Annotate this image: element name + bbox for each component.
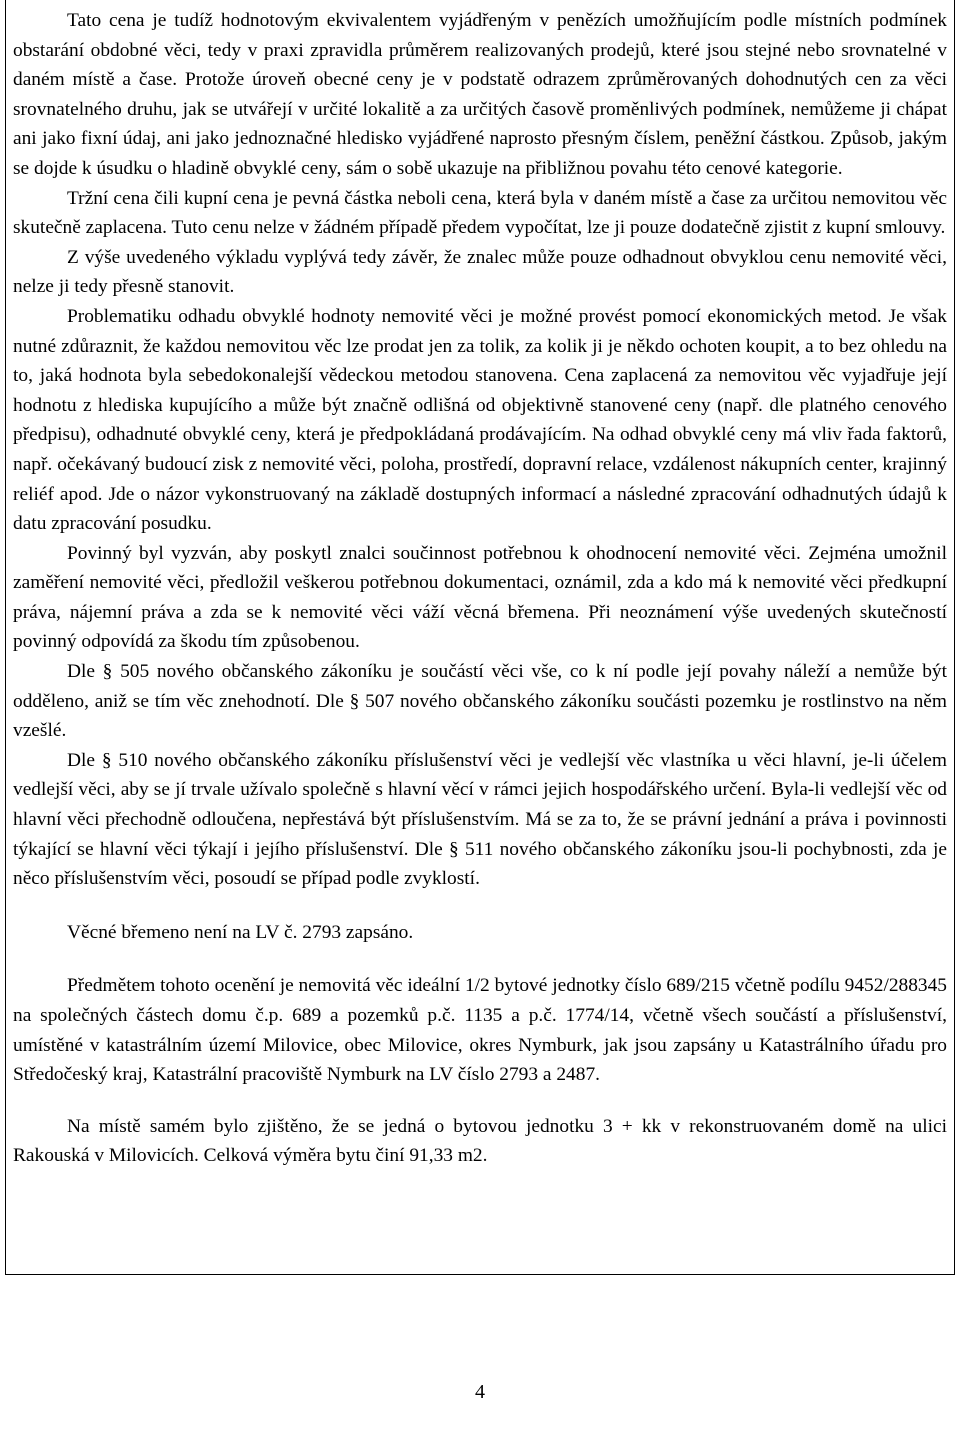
paragraph-vecne-bremeno: Věcné břemeno není na LV č. 2793 zapsáno. <box>67 921 414 943</box>
paragraph-zaver: Z výše uvedeného výkladu vyplývá tedy závěr, že znalec může pouze odhadnout obvyklou cenu nemovité věci, nelze ji tedy přesně stanovit. <box>13 246 947 298</box>
document-body <box>13 6 947 1171</box>
paragraph-mistni-setreni: Na místě samém bylo zjištěno, že se jedná o bytovou jednotku 3 + kk v rekonstruovaném domě na ulici Rakouská v Milovicích. Celková výměra bytu činí 91,33 m2. <box>13 1115 947 1167</box>
paragraph-obvykla-cena: Tato cena je tudíž hodnotovým ekvivalentem vyjádřeným v penězích umožňujícím podle místních podmínek obstarání obdobné věci, tedy v praxi zpravidla průměrem realizovaných prodejů, které jsou stejné nebo srovnatelné v daném místě a čase. Protože úroveň obecné ceny je v podstatě odrazem zprůměrovaných dohodnutých cen za věci srovnatelného druhu, jak se utvářejí v určité lokalitě a za určitých časově proměnlivých podmínek, nemůžeme ji chápat ani jako fixní údaj, ani jako jednoznačné hledisko vyjádřené naprosto přesným číslem, peněžní částkou. Způsob, jakým se dojde k úsudku o hladině obvyklé ceny, sám o sobě ukazuje na přibližnou povahu této cenové kategorie. <box>13 10 947 179</box>
paragraph-soucasti-veci: Dle § 505 nového občanského zákoníku je součástí věci vše, co k ní podle její povahy náleží a nemůže být odděleno, aniž se tím věc znehodnotí. Dle § 507 nového občanského zákoníku součásti pozemku je rostlinstvo na něm vzešlé. <box>13 661 947 742</box>
paragraph-trzni-cena: Tržní cena čili kupní cena je pevná částka neboli cena, která byla v daném místě a čase za určitou nemovitou věc skutečně zaplacena. Tuto cenu nelze v žádném případě předem vypočítat, lze ji pouze dodatečně zjistit z kupní smlouvy. <box>13 187 947 239</box>
paragraph-prislusenstvi-veci: Dle § 510 nového občanského zákoníku příslušenství věci je vedlejší věc vlastníka u věci hlavní, je-li účelem vedlejší věci, aby se jí trvale užívalo společně s hlavní věcí v rámci jejich hospodářského určení. Byla-li vedlejší věc od hlavní věci přechodně odloučena, nepřestává být příslušenstvím. Má se za to, že se právní jednání a práva i povinnosti týkající se hlavní věci týkají i jejího příslušenství. Dle § 511 nového občanského zákoníku jsou-li pochybnosti, zda je něco příslušenstvím věci, posoudí se případ podle zvyklostí. <box>13 749 947 890</box>
page-number: 4 <box>475 1381 485 1403</box>
paragraph-problematika-odhadu: Problematiku odhadu obvyklé hodnoty nemovité věci je možné provést pomocí ekonomických metod. Je však nutné zdůraznit, že každou nemovitou věc lze prodat jen za tolik, za kolik ji je někdo ochoten koupit, a to bez ohledu na to, jaká hodnota byla sebedokonalejší vědeckou metodou stanovena. Cena zaplacená za nemovitou věc vyjadřuje její hodnotu z hlediska kupujícího a může být značně odlišná od objektivně stanovené ceny (např. dle platného cenového předpisu), odhadnuté obvyklé ceny, která je předpokládaná prodávajícím. Na odhad obvyklé ceny má vliv řada faktorů, např. očekávaný budoucí zisk z nemovité věci, poloha, prostředí, dopravní relace, vzdálenost nákupních center, krajinný reliéf apod. Jde o názor vykonstruovaný na základě dostupných informací a následné zpracování odhadnutých údajů k datu zpracování posudku. <box>13 305 947 535</box>
paragraph-predmet-oceneni: Předmětem tohoto ocenění je nemovitá věc ideální 1/2 bytové jednotky číslo 689/215 včetně podílu 9452/288345 na společných částech domu č.p. 689 a pozemků p.č. 1135 a p.č. 1774/14, včetně všech součástí a příslušenství, umístěné v katastrálním území Milovice, obec Milovice, okres Nymburk, jak jsou zapsány u Katastrálního úřadu pro Středočeský kraj, Katastrální pracoviště Nymburk na LV číslo 2793 a 2487. <box>13 975 947 1086</box>
paragraph-soucinnost-povinneho: Povinný byl vyzván, aby poskytl znalci součinnost potřebnou k ohodnocení nemovité věci. Zejména umožnil zaměření nemovité věci, předložil veškerou potřebnou dokumentaci, oznámil, zda a kdo má k nemovité věci předkupní práva, nájemní práva a zda se k nemovité věci váží věcná břemena. Při neoznámení výše uvedených skutečností povinný odpovídá za škodu tím způsobenou. <box>13 542 947 653</box>
